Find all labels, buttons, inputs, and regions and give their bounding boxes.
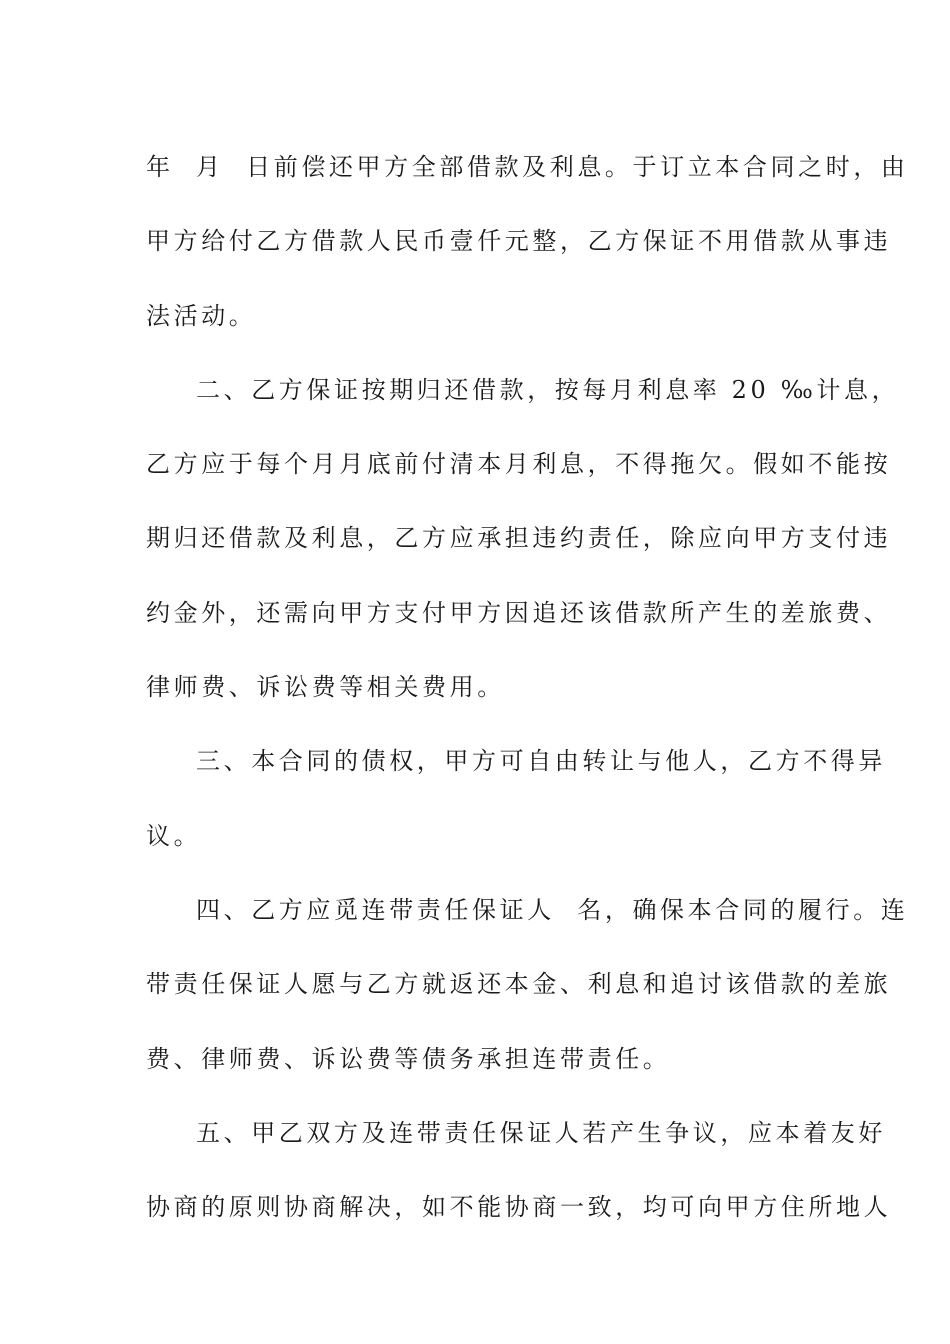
clause-3-start: 三、本合同的债权，甲方可自由转让与他人，乙方不得异 — [196, 747, 886, 776]
text-line: 法活动。 — [146, 301, 257, 330]
text-line: 带责任保证人愿与乙方就返还本金、利息和追讨该借款的差旅 — [146, 970, 892, 999]
text-line: 费、律师费、诉讼费等债务承担连带责任。 — [146, 1044, 671, 1073]
text-line: 甲方给付乙方借款人民币壹仟元整，乙方保证不用借款从事违 — [146, 227, 892, 256]
clause-4-start: 四、乙方应觅连带责任保证人 名，确保本合同的履行。连 — [196, 895, 909, 924]
contract-body — [146, 130, 909, 1244]
text-line: 期归还借款及利息，乙方应承担违约责任，除应向甲方支付违 — [146, 524, 892, 553]
text-line: 协商的原则协商解决，如不能协商一致，均可向甲方住所地人 — [146, 1193, 892, 1222]
text-line: 约金外，还需向甲方支付甲方因追还该借款所产生的差旅费、 — [146, 598, 892, 627]
text-line: 律师费、诉讼费等相关费用。 — [146, 673, 505, 702]
clause-5-start: 五、甲乙双方及连带责任保证人若产生争议，应本着友好 — [196, 1118, 886, 1147]
text-line: 乙方应于每个月月底前付清本月利息，不得拖欠。假如不能按 — [146, 450, 892, 479]
text-line: 年 月 日前偿还甲方全部借款及利息。于订立本合同之时，由 — [146, 153, 909, 181]
text-line: 议。 — [146, 821, 202, 850]
clause-2-start: 二、乙方保证按期归还借款，按每月利息率 20 ‰计息， — [196, 375, 900, 404]
